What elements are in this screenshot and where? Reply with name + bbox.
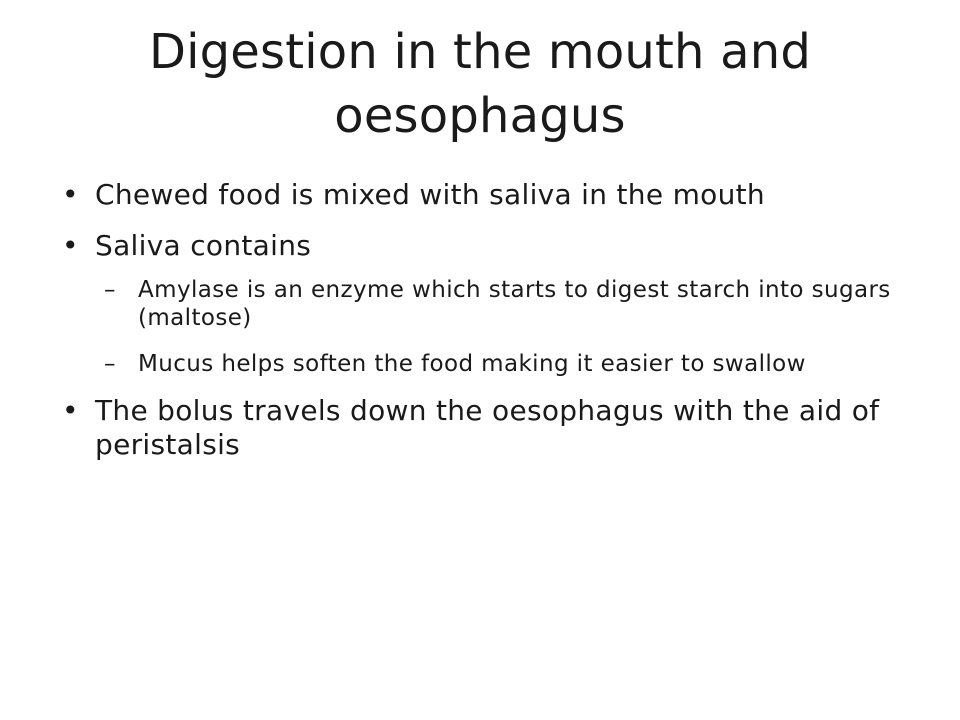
slide-title: Digestion in the mouth and oesophagus <box>148 24 812 144</box>
bullet-text: Saliva contains <box>95 229 312 262</box>
sub-bullet-item <box>104 350 902 378</box>
slide-body <box>62 178 902 462</box>
sub-bullet-marker: – <box>104 351 116 377</box>
sub-bullet-text: Mucus helps soften the food making it easier to swallow <box>138 351 806 377</box>
bullet-item <box>62 178 902 212</box>
sub-bullet-text: Amylase is an enzyme which starts to digest starch into sugars (maltose) <box>138 277 891 331</box>
bullet-marker: • <box>62 394 79 427</box>
bullet-item <box>62 229 902 263</box>
sub-bullet-item <box>104 276 902 332</box>
bullet-text: Chewed food is mixed with saliva in the mouth <box>95 178 765 211</box>
bullet-marker: • <box>62 178 79 211</box>
sub-bullet-marker: – <box>104 277 116 303</box>
bullet-text: The bolus travels down the oesophagus with the aid of peristalsis <box>95 394 880 461</box>
bullet-item <box>62 394 902 462</box>
bullet-marker: • <box>62 229 79 262</box>
